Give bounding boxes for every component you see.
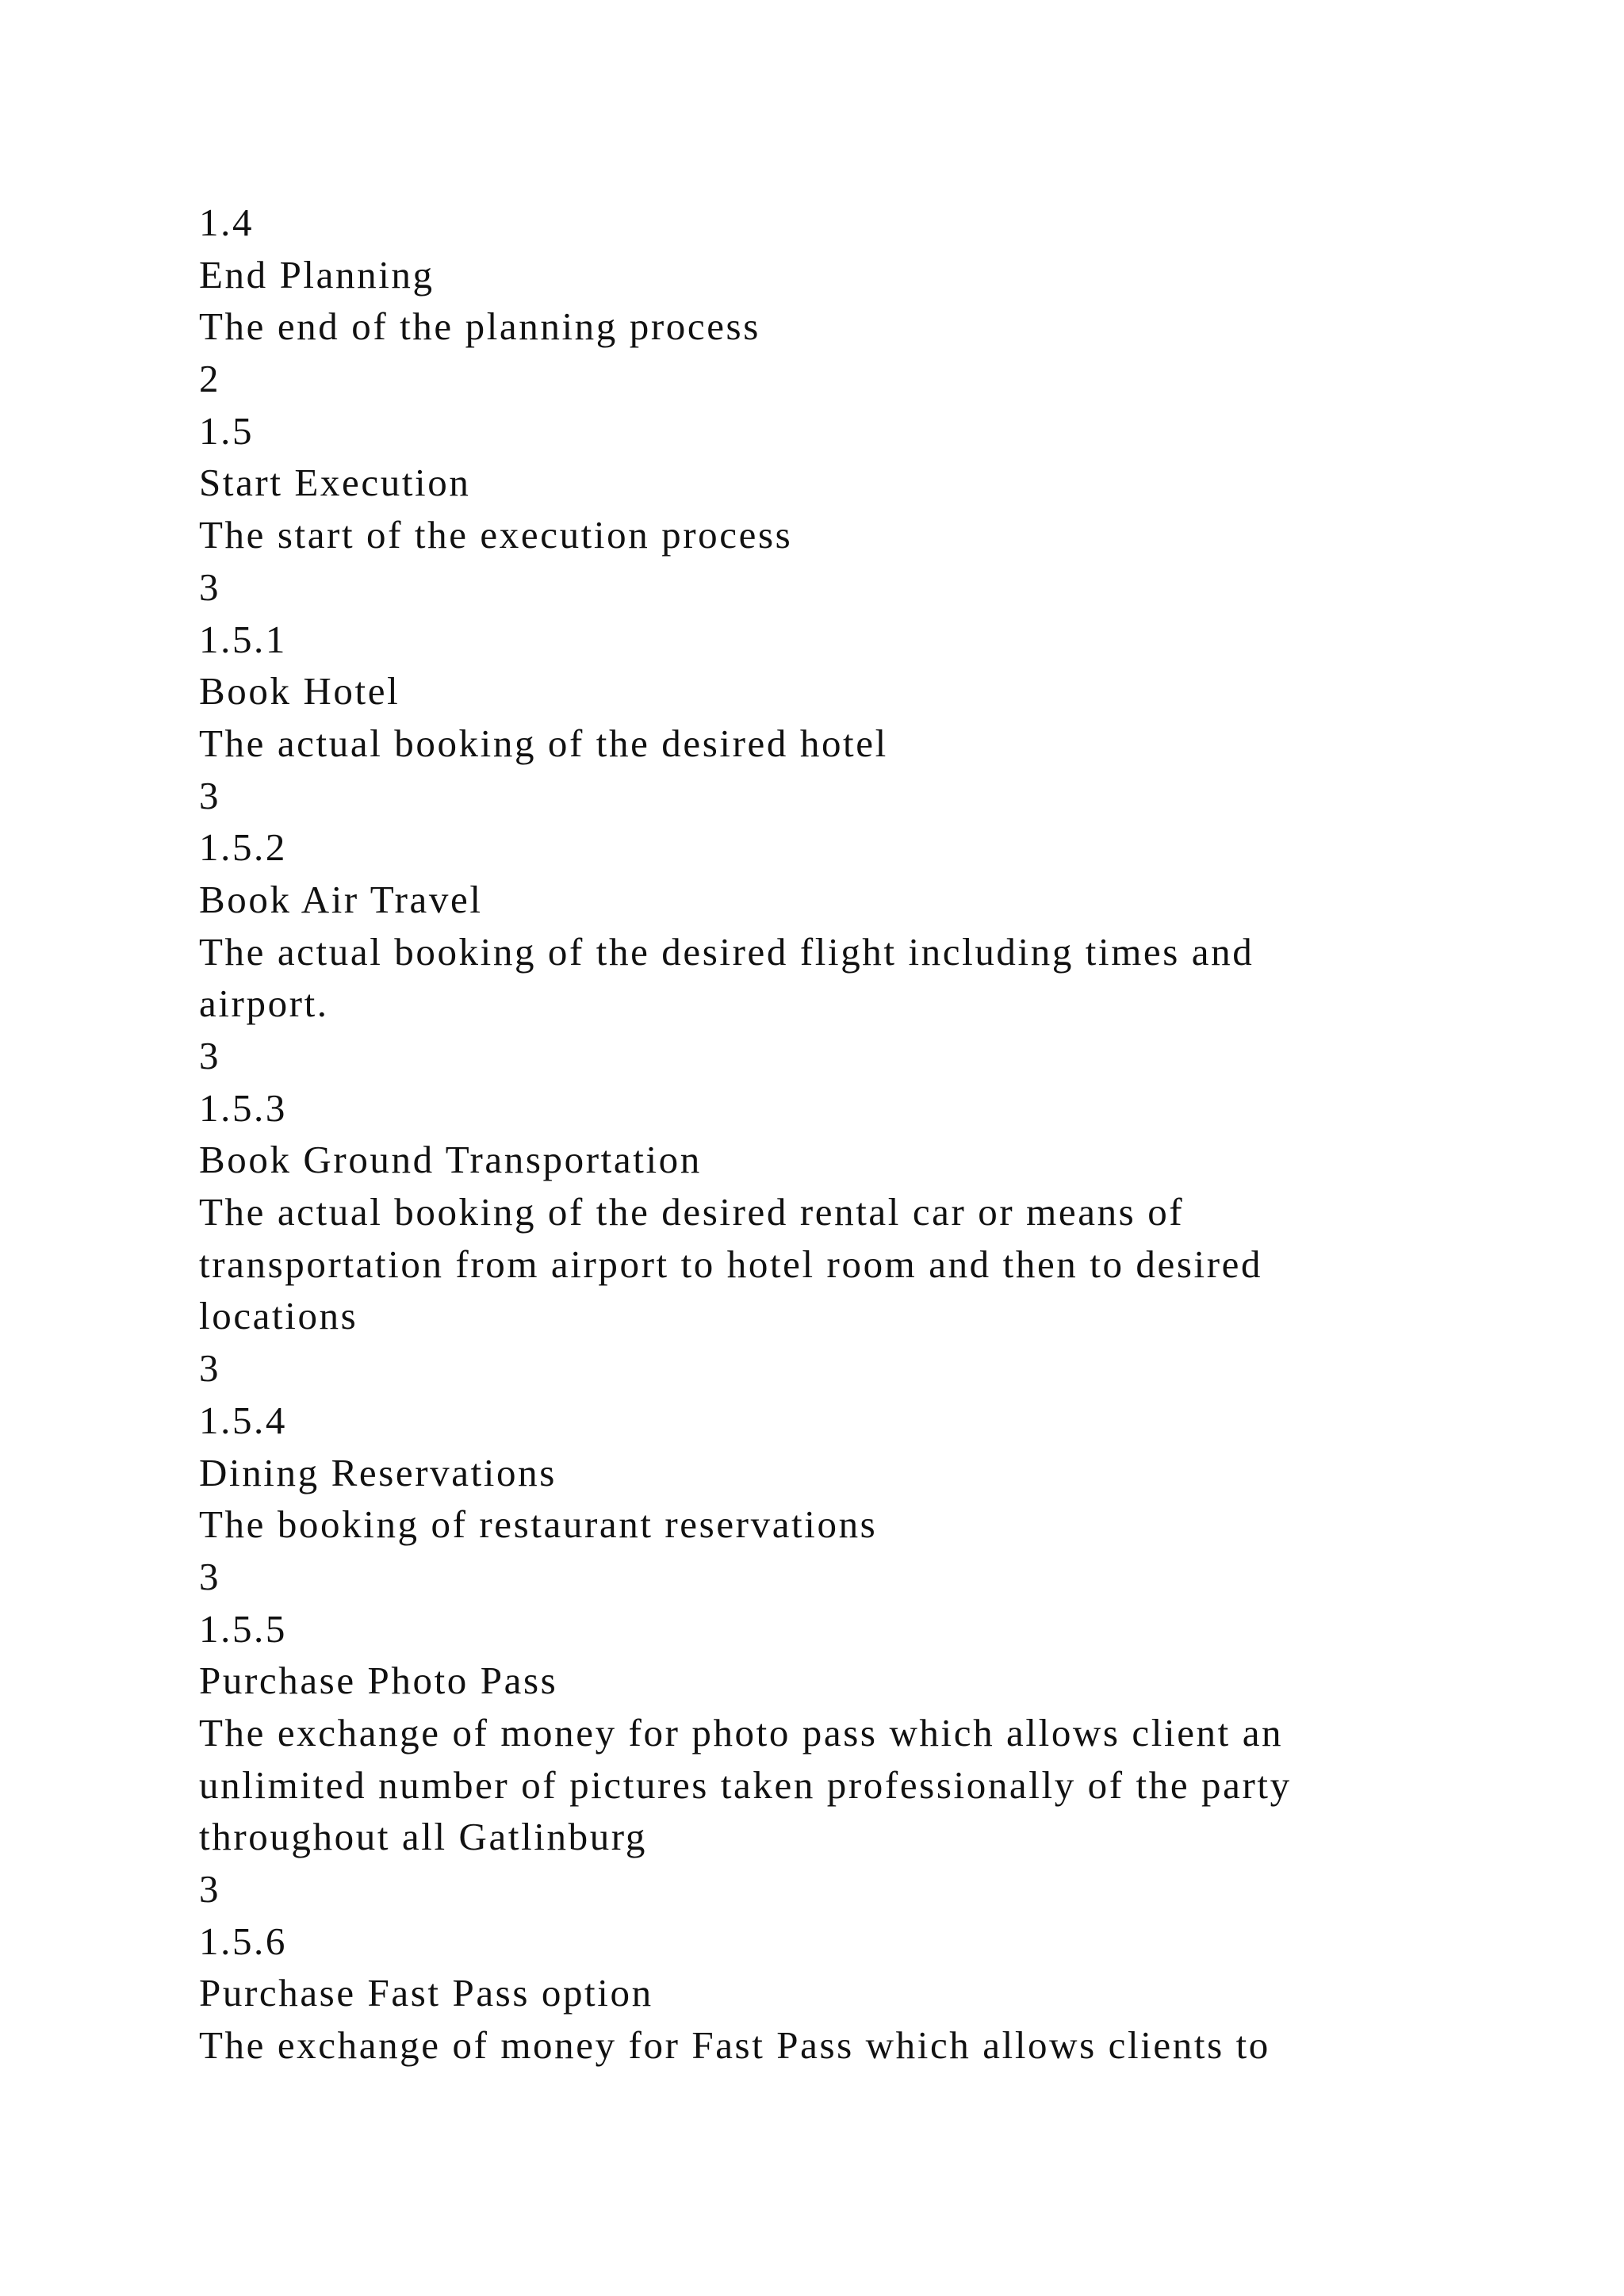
task-name-start-execution: Start Execution <box>199 461 471 505</box>
task-level: 3 <box>199 1867 221 1911</box>
task-level: 3 <box>199 564 221 609</box>
task-name-book-air-travel: Book Air Travel <box>199 877 483 921</box>
task-description: The actual booking of the desired flight including times and <box>199 929 1254 974</box>
wbs-id-1-4: 1.4 <box>199 201 255 244</box>
task-description: The end of the planning process <box>199 304 760 349</box>
wbs-id-1-5-6: 1.5.6 <box>199 1919 287 1963</box>
task-name-book-hotel: Book Hotel <box>199 669 400 714</box>
task-name-book-ground-transportation: Book Ground Transportation <box>199 1138 702 1182</box>
task-description: The actual booking of the desired rental car or means of <box>199 1190 1185 1234</box>
task-description: The actual booking of the desired hotel <box>199 721 888 765</box>
task-description: The booking of restaurant reservations <box>199 1502 878 1547</box>
wbs-id-1-5-3: 1.5.3 <box>199 1085 287 1130</box>
task-level: 3 <box>199 773 221 817</box>
task-description-continued: unlimited number of pictures taken professionally of the party <box>199 1762 1292 1807</box>
task-description: The exchange of money for photo pass which allows client an <box>199 1710 1284 1755</box>
task-description: The exchange of money for Fast Pass which allows clients to <box>199 2023 1270 2068</box>
task-level: 3 <box>199 1554 221 1598</box>
document-body <box>199 197 1436 2072</box>
task-description-continued: locations <box>199 1294 358 1338</box>
task-level: 3 <box>199 1346 221 1391</box>
task-level: 3 <box>199 1034 221 1077</box>
wbs-id-1-5-4: 1.5.4 <box>199 1398 287 1442</box>
task-name-purchase-fast-pass-option: Purchase Fast Pass option <box>199 1971 653 2015</box>
wbs-id-1-5-2: 1.5.2 <box>199 825 287 870</box>
task-name-purchase-photo-pass: Purchase Photo Pass <box>199 1659 558 1703</box>
task-name-end-planning: End Planning <box>199 252 435 297</box>
task-description: The start of the execution process <box>199 513 793 557</box>
task-name-dining-reservations: Dining Reservations <box>199 1450 557 1494</box>
task-description-continued: airport. <box>199 982 329 1026</box>
wbs-id-1-5: 1.5 <box>199 408 255 453</box>
task-description-continued: throughout all Gatlinburg <box>199 1815 647 1859</box>
wbs-id-1-5-5: 1.5.5 <box>199 1606 287 1651</box>
wbs-id-1-5-1: 1.5.1 <box>199 617 287 661</box>
task-description-continued: transportation from airport to hotel room and then to desired <box>199 1242 1263 1286</box>
task-level: 2 <box>199 357 221 401</box>
